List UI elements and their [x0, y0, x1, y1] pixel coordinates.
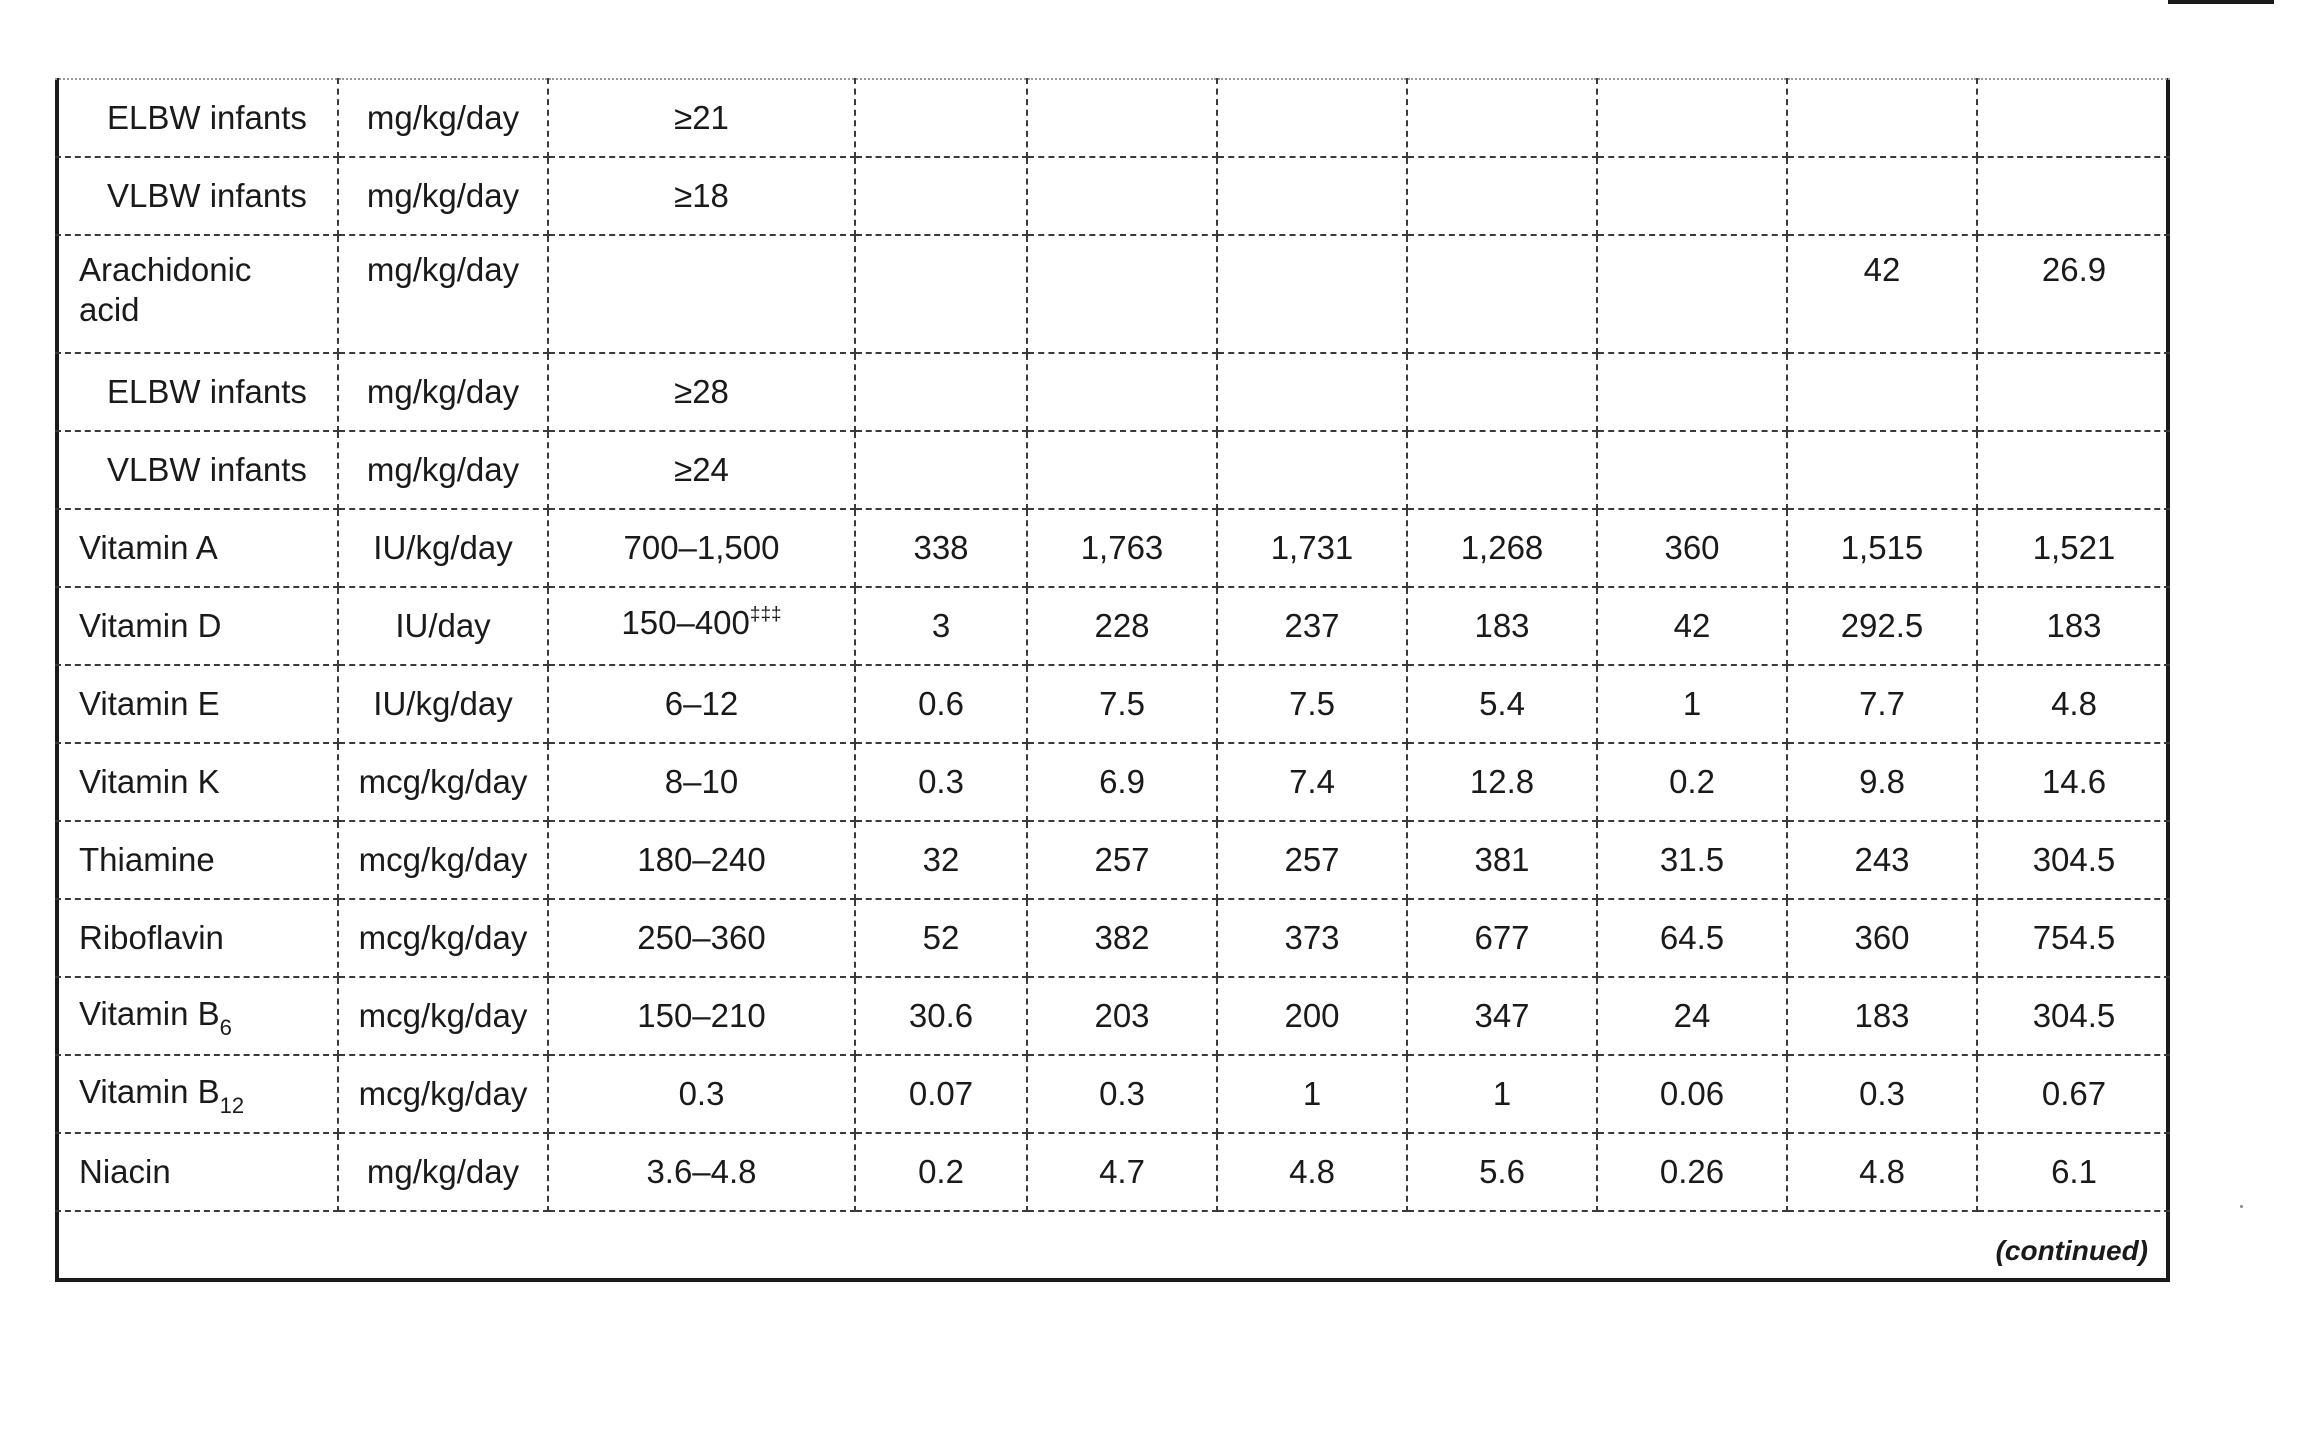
table-row: [55, 235, 2170, 353]
product-value-cell: 183: [1407, 587, 1597, 665]
unit-cell: mcg/kg/day: [338, 821, 548, 899]
product-value-cell: 52: [855, 899, 1027, 977]
nutrient-name: ELBW infants: [107, 373, 307, 410]
nutrient-name-cell: [55, 665, 338, 743]
nutrient-name-subscript: 12: [219, 1093, 245, 1118]
product-value-cell: 1: [1217, 1055, 1407, 1133]
table-row: [55, 431, 2170, 509]
recommendation-cell: [548, 665, 855, 743]
product-value-cell: [855, 235, 1027, 353]
product-value-cell: 200: [1217, 977, 1407, 1055]
recommendation-value: 150–210: [637, 997, 766, 1034]
scan-speck: [2240, 1205, 2243, 1208]
nutrient-name: Riboflavin: [79, 919, 224, 956]
product-value-cell: [1217, 235, 1407, 353]
product-value-cell: 4.7: [1027, 1133, 1217, 1211]
nutrient-name: Vitamin K: [79, 763, 220, 800]
product-value-cell: [1597, 157, 1787, 235]
recommendation-value: ≥28: [674, 373, 729, 410]
unit-cell: mcg/kg/day: [338, 899, 548, 977]
product-value-cell: 1: [1407, 1055, 1597, 1133]
product-value-cell: [1407, 235, 1597, 353]
recommendation-cell: [548, 899, 855, 977]
nutrient-name: Vitamin B: [79, 1073, 220, 1110]
product-value-cell: [1027, 235, 1217, 353]
product-value-cell: [1407, 157, 1597, 235]
recommendation-value: 6–12: [664, 685, 739, 722]
recommendation-cell: [548, 235, 855, 353]
product-value-cell: [1787, 353, 1977, 431]
unit-cell: IU/day: [338, 587, 548, 665]
product-value-cell: 754.5: [1977, 899, 2170, 977]
recommendation-footnote-mark: ‡‡‡: [749, 604, 782, 625]
product-value-cell: [1597, 235, 1787, 353]
table-row: [55, 79, 2170, 157]
unit-cell: mg/kg/day: [338, 431, 548, 509]
product-value-cell: [1217, 431, 1407, 509]
product-value-cell: [1787, 157, 1977, 235]
recommendation-cell: [548, 157, 855, 235]
recommendation-value: 180–240: [637, 841, 766, 878]
product-value-cell: 228: [1027, 587, 1217, 665]
product-value-cell: [1977, 353, 2170, 431]
recommendation-value: ≥21: [674, 99, 729, 136]
product-value-cell: 183: [1977, 587, 2170, 665]
product-value-cell: [1977, 431, 2170, 509]
product-value-cell: 0.06: [1597, 1055, 1787, 1133]
product-value-cell: 304.5: [1977, 821, 2170, 899]
product-value-cell: 42: [1787, 235, 1977, 353]
recommendation-cell: [548, 509, 855, 587]
recommendation-value: 250–360: [637, 919, 766, 956]
product-value-cell: [1217, 157, 1407, 235]
product-value-cell: 183: [1787, 977, 1977, 1055]
product-value-cell: 9.8: [1787, 743, 1977, 821]
product-value-cell: 360: [1597, 509, 1787, 587]
unit-cell: mg/kg/day: [338, 157, 548, 235]
nutrient-name-cell: [55, 353, 338, 431]
nutrient-name: Vitamin A: [79, 529, 218, 566]
product-value-cell: [855, 79, 1027, 157]
product-value-cell: 0.67: [1977, 1055, 2170, 1133]
nutrient-name-cell: [55, 431, 338, 509]
product-value-cell: [855, 353, 1027, 431]
nutrient-name: VLBW infants: [107, 451, 307, 488]
product-value-cell: [1217, 353, 1407, 431]
nutrient-name-cell: [55, 79, 338, 157]
product-value-cell: 243: [1787, 821, 1977, 899]
product-value-cell: 4.8: [1217, 1133, 1407, 1211]
product-value-cell: 257: [1027, 821, 1217, 899]
table-row: [55, 743, 2170, 821]
product-value-cell: 373: [1217, 899, 1407, 977]
nutrient-name: Vitamin D: [79, 607, 222, 644]
unit-cell: IU/kg/day: [338, 509, 548, 587]
product-value-cell: 31.5: [1597, 821, 1787, 899]
table-row: [55, 157, 2170, 235]
product-value-cell: [1597, 353, 1787, 431]
product-value-cell: 7.7: [1787, 665, 1977, 743]
recommendation-cell: [548, 587, 855, 665]
nutrient-name: VLBW infants: [107, 177, 307, 214]
product-value-cell: 360: [1787, 899, 1977, 977]
product-value-cell: 1,763: [1027, 509, 1217, 587]
product-value-cell: [855, 157, 1027, 235]
product-value-cell: [1597, 79, 1787, 157]
product-value-cell: [1787, 79, 1977, 157]
product-value-cell: 1,268: [1407, 509, 1597, 587]
nutrient-name: Arachidonic acid: [79, 251, 252, 328]
nutrient-name-cell: [55, 587, 338, 665]
product-value-cell: 1,515: [1787, 509, 1977, 587]
unit-cell: mg/kg/day: [338, 79, 548, 157]
recommendation-cell: [548, 977, 855, 1055]
table-row: [55, 353, 2170, 431]
table-row: [55, 509, 2170, 587]
product-value-cell: 7.4: [1217, 743, 1407, 821]
product-value-cell: [1027, 157, 1217, 235]
continued-label: (continued): [55, 1211, 2170, 1289]
product-value-cell: 381: [1407, 821, 1597, 899]
product-value-cell: 32: [855, 821, 1027, 899]
product-value-cell: 304.5: [1977, 977, 2170, 1055]
product-value-cell: 42: [1597, 587, 1787, 665]
page-corner-rule: [2168, 0, 2274, 4]
product-value-cell: 0.2: [1597, 743, 1787, 821]
unit-cell: IU/kg/day: [338, 665, 548, 743]
unit-cell: mg/kg/day: [338, 353, 548, 431]
product-value-cell: 7.5: [1027, 665, 1217, 743]
recommendation-value: 3.6–4.8: [646, 1153, 757, 1190]
product-value-cell: 4.8: [1977, 665, 2170, 743]
unit-cell: mg/kg/day: [338, 235, 548, 353]
product-value-cell: [1407, 431, 1597, 509]
nutrient-name: Thiamine: [79, 841, 215, 878]
table-footer-row: [55, 1211, 2170, 1289]
recommendation-cell: [548, 353, 855, 431]
nutrient-name-cell: [55, 235, 338, 353]
recommendation-cell: [548, 1055, 855, 1133]
table-row: [55, 1055, 2170, 1133]
product-value-cell: 5.6: [1407, 1133, 1597, 1211]
product-value-cell: 0.3: [855, 743, 1027, 821]
recommendation-cell: [548, 431, 855, 509]
product-value-cell: 12.8: [1407, 743, 1597, 821]
product-value-cell: 4.8: [1787, 1133, 1977, 1211]
recommendation-value: 0.3: [678, 1075, 725, 1112]
recommendation-value: ≥24: [674, 451, 729, 488]
product-value-cell: 0.6: [855, 665, 1027, 743]
nutrient-name: Vitamin E: [79, 685, 220, 722]
table-row: [55, 665, 2170, 743]
product-value-cell: 203: [1027, 977, 1217, 1055]
product-value-cell: 14.6: [1977, 743, 2170, 821]
product-value-cell: [1217, 79, 1407, 157]
product-value-cell: [1977, 79, 2170, 157]
table-row: [55, 899, 2170, 977]
product-value-cell: 0.3: [1787, 1055, 1977, 1133]
recommendation-cell: [548, 1133, 855, 1211]
product-value-cell: 1,731: [1217, 509, 1407, 587]
table-row: [55, 587, 2170, 665]
product-value-cell: 1: [1597, 665, 1787, 743]
product-value-cell: 338: [855, 509, 1027, 587]
nutrient-name-cell: [55, 1133, 338, 1211]
product-value-cell: [1407, 353, 1597, 431]
product-value-cell: [1027, 79, 1217, 157]
product-value-cell: 237: [1217, 587, 1407, 665]
product-value-cell: 24: [1597, 977, 1787, 1055]
product-value-cell: 26.9: [1977, 235, 2170, 353]
product-value-cell: 1,521: [1977, 509, 2170, 587]
product-value-cell: 6.1: [1977, 1133, 2170, 1211]
recommendation-value: ≥18: [674, 177, 729, 214]
product-value-cell: 6.9: [1027, 743, 1217, 821]
product-value-cell: 7.5: [1217, 665, 1407, 743]
product-value-cell: [855, 431, 1027, 509]
table-row: [55, 821, 2170, 899]
table-body: [55, 79, 2170, 1289]
recommendation-cell: [548, 821, 855, 899]
nutrient-name-cell: [55, 1055, 338, 1133]
nutrient-name-cell: [55, 821, 338, 899]
product-value-cell: 257: [1217, 821, 1407, 899]
product-value-cell: 3: [855, 587, 1027, 665]
product-value-cell: 30.6: [855, 977, 1027, 1055]
recommendation-value: 150–400: [621, 604, 750, 641]
nutrient-name-cell: [55, 743, 338, 821]
nutrient-name-cell: [55, 977, 338, 1055]
product-value-cell: 382: [1027, 899, 1217, 977]
table-row: [55, 1133, 2170, 1211]
product-value-cell: 5.4: [1407, 665, 1597, 743]
nutrient-name: Vitamin B: [79, 995, 220, 1032]
product-value-cell: [1027, 353, 1217, 431]
nutrient-name-cell: [55, 509, 338, 587]
product-value-cell: 292.5: [1787, 587, 1977, 665]
nutrient-table: [55, 78, 2170, 1289]
product-value-cell: [1787, 431, 1977, 509]
recommendation-cell: [548, 79, 855, 157]
nutrient-name-subscript: 6: [219, 1015, 232, 1040]
table-row: [55, 977, 2170, 1055]
product-value-cell: 677: [1407, 899, 1597, 977]
product-value-cell: [1597, 431, 1787, 509]
product-value-cell: 0.26: [1597, 1133, 1787, 1211]
product-value-cell: 0.07: [855, 1055, 1027, 1133]
product-value-cell: 0.2: [855, 1133, 1027, 1211]
product-value-cell: 64.5: [1597, 899, 1787, 977]
product-value-cell: 347: [1407, 977, 1597, 1055]
unit-cell: mcg/kg/day: [338, 977, 548, 1055]
nutrient-name-cell: [55, 899, 338, 977]
nutrient-name: Niacin: [79, 1153, 171, 1190]
product-value-cell: [1977, 157, 2170, 235]
unit-cell: mcg/kg/day: [338, 1055, 548, 1133]
recommendation-value: 8–10: [664, 763, 739, 800]
unit-cell: mg/kg/day: [338, 1133, 548, 1211]
unit-cell: mcg/kg/day: [338, 743, 548, 821]
nutrient-name-cell: [55, 157, 338, 235]
recommendation-value: 700–1,500: [623, 529, 780, 566]
product-value-cell: [1027, 431, 1217, 509]
nutrient-name: ELBW infants: [107, 99, 307, 136]
product-value-cell: [1407, 79, 1597, 157]
recommendation-cell: [548, 743, 855, 821]
product-value-cell: 0.3: [1027, 1055, 1217, 1133]
